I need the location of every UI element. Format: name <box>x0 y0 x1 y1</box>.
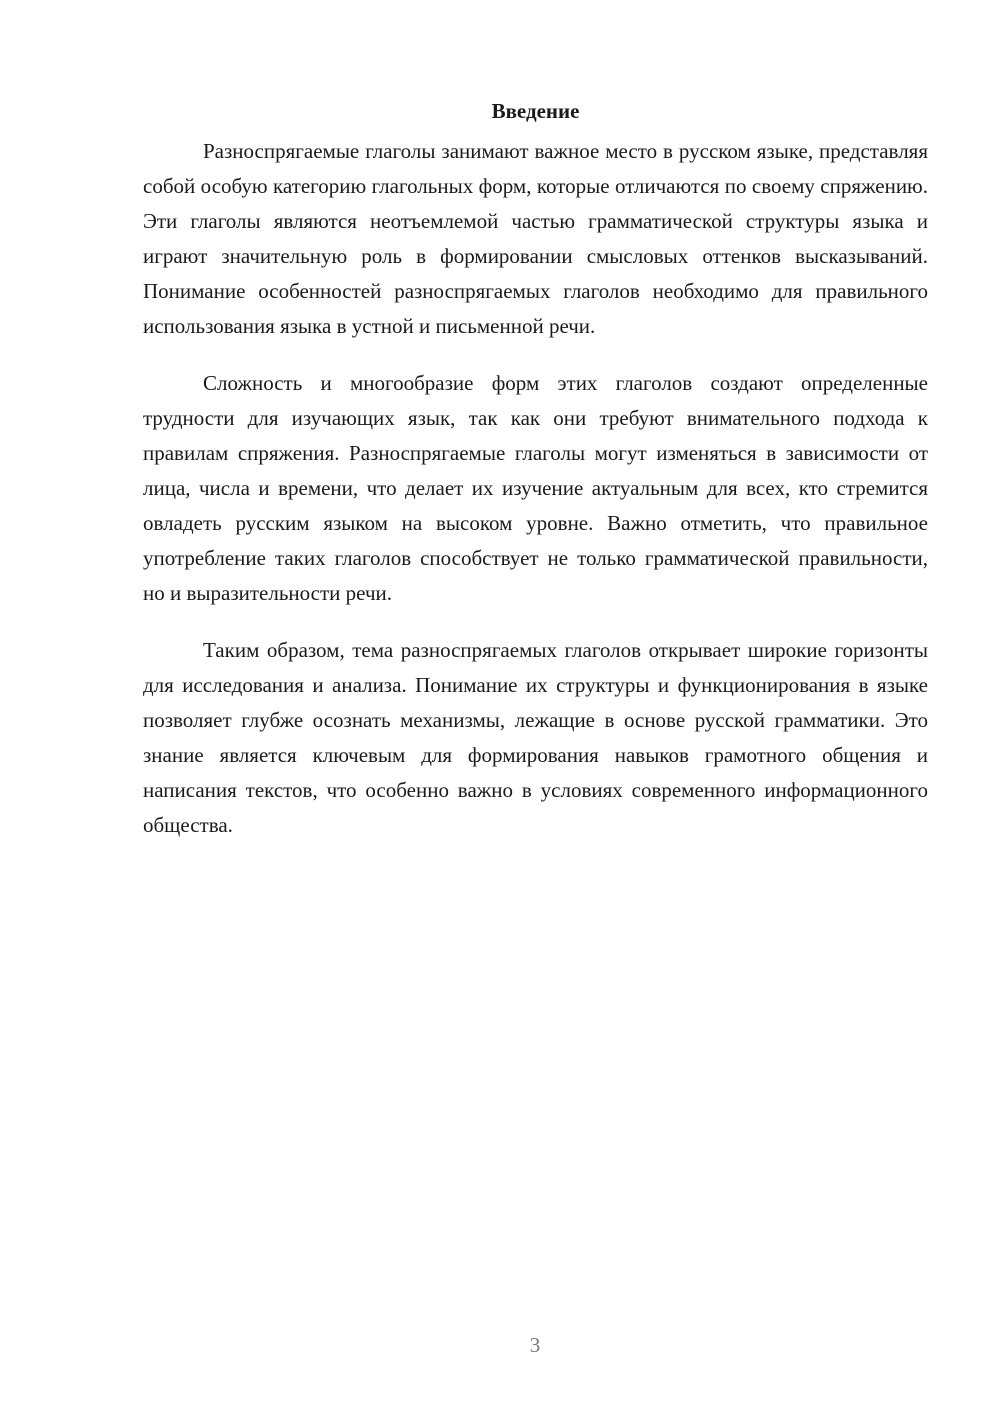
section-heading: Введение <box>491 99 580 123</box>
paragraph-1: Разноспрягаемые глаголы занимают важное место в русском языке, представляя собой особую категорию глагольных форм, которые отличаются по своему спряжению. Эти глаголы являются неотъемлемой частью грамматической структуры языка и играют значительную роль в формировании смысловых оттенков высказываний. Понимание особенностей разноспрягаемых глаголов необходимо для правильного использования языка в устной и письменной речи. <box>143 139 928 338</box>
page-number: 3 <box>529 1333 541 1357</box>
paragraph-3: Таким образом, тема разноспрягаемых глаголов открывает широкие горизонты для исследования и анализа. Понимание их структуры и функционирования в языке позволяет глубже осознать механизмы, лежащие в основе русской грамматики. Это знание является ключевым для формирования навыков грамотного общения и написания текстов, что особенно важно в условиях современного информационного общества. <box>143 638 928 837</box>
page-content <box>143 96 928 865</box>
paragraph-2: Сложность и многообразие форм этих глаголов создают определенные трудности для изучающих язык, так как они требуют внимательного подхода к правилам спряжения. Разноспрягаемые глаголы могут изменяться в зависимости от лица, числа и времени, что делает их изучение актуальным для всех, кто стремится овладеть русским языком на высоком уровне. Важно отметить, что правильное употребление таких глаголов способствует не только грамматической правильности, но и выразительности речи. <box>143 371 928 605</box>
